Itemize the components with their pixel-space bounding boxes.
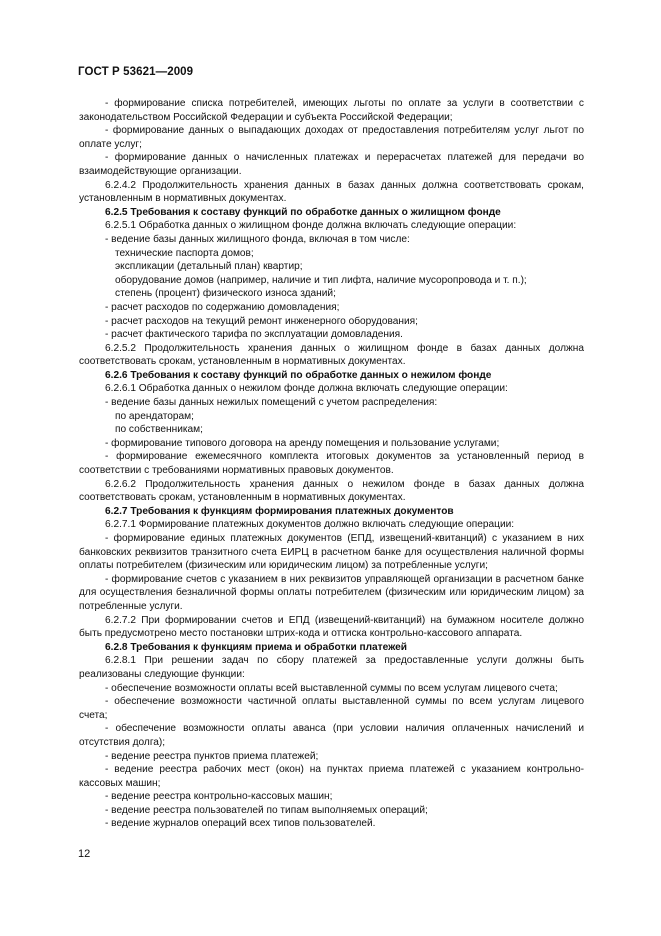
paragraph: - расчет расходов по содержанию домовладения; — [105, 301, 340, 313]
paragraph: - ведение реестра пунктов приема платежей; — [105, 750, 319, 762]
paragraph: 6.2.6.1 Обработка данных о нежилом фонде должна включать следующие операции: — [105, 383, 508, 395]
paragraph: - обеспечение возможности оплаты всей выставленной суммы по всем услугам лицевого счета; — [105, 682, 558, 694]
paragraph: 6.2.5.2 Продолжительность хранения данных о жилищном фонде в базах данных должна соответствовать срокам, установленным в нормативных документах. — [79, 342, 584, 368]
paragraph: 6.2.8.1 При решении задач по сбору платежей за предоставленные услуги должны быть реализованы следующие функции: — [79, 655, 584, 680]
paragraph: - ведение реестра пользователей по типам выполняемых операций; — [105, 804, 428, 816]
page-number: 12 — [78, 848, 91, 860]
paragraph: - формирование данных о начисленных платежах и перерасчетах платежей для передачи во взаимодействующие организации. — [79, 152, 584, 177]
paragraph: 6.2.7.1 Формирование платежных документов должно включать следующие операции: — [105, 519, 515, 531]
paragraph: по собственникам; — [115, 424, 203, 436]
paragraph: - формирование счетов с указанием в них реквизитов управляющей организации в расчетном банке для осуществления безналичной формы оплаты потребителем (физическим или юридическим лицом) за потребленные услуги. — [79, 573, 584, 612]
section-heading: 6.2.6 Требования к составу функций по обработке данных о нежилом фонде — [105, 369, 492, 381]
paragraph: экспликации (детальный план) квартир; — [115, 261, 303, 273]
paragraph: - ведение базы данных жилищного фонда, включая в том числе: — [105, 233, 410, 245]
document-body — [79, 97, 584, 831]
paragraph: - обеспечение возможности оплаты аванса (при условии наличия оплаченных начислений и отсутствия долга); — [79, 723, 584, 748]
section-heading: 6.2.7 Требования к функциям формирования платежных документов — [105, 505, 454, 517]
paragraph: 6.2.7.2 При формировании счетов и ЕПД (извещений-квитанций) на бумажном носителе должно быть предусмотрено место постановки штрих-кода и оттиска контрольно-кассового аппарата. — [79, 614, 584, 640]
document-header: ГОСТ Р 53621—2009 — [78, 66, 194, 78]
paragraph: технические паспорта домов; — [115, 247, 254, 259]
paragraph: - расчет расходов на текущий ремонт инженерного оборудования; — [105, 315, 418, 327]
section-heading: 6.2.5 Требования к составу функций по обработке данных о жилищном фонде — [105, 206, 501, 218]
paragraph: 6.2.4.2 Продолжительность хранения данных в базах данных должна соответствовать срокам, установленным в нормативных документах. — [79, 179, 584, 205]
paragraph: - ведение журналов операций всех типов пользователей. — [105, 818, 376, 830]
paragraph: степень (процент) физического износа зданий; — [115, 288, 336, 300]
paragraph: - обеспечение возможности частичной оплаты выставленной суммы по всем услугам лицевого счета; — [79, 696, 584, 721]
paragraph: - ведение реестра рабочих мест (окон) на пунктах приема платежей с указанием контрольно-кассовых машин; — [79, 764, 584, 789]
paragraph: - формирование типового договора на аренду помещения и пользование услугами; — [105, 437, 500, 449]
paragraph: 6.2.6.2 Продолжительность хранения данных о нежилом фонде в базах данных должна соответствовать срокам, установленным в нормативных документах. — [79, 478, 584, 504]
paragraph: - формирование ежемесячного комплекта итоговых документов за установленный период в соответствии с требованиями нормативных правовых документов. — [79, 451, 584, 477]
paragraph: 6.2.5.1 Обработка данных о жилищном фонде должна включать следующие операции: — [105, 220, 517, 232]
paragraph: - формирование единых платежных документов (ЕПД, извещений-квитанций) с указанием в них банковских реквизитов транзитного счета ЕИРЦ в расчетном банке для осуществления наличной формы оплаты потребителем (физическим или юридическим лицом) за потребленные услуги; — [79, 533, 584, 572]
paragraph: - формирование данных о выпадающих доходах от предоставления потребителям услуг льгот по оплате услуг; — [79, 125, 584, 150]
paragraph: оборудование домов (например, наличие и тип лифта, наличие мусоропровода и т. п.); — [115, 274, 527, 286]
paragraph: - расчет фактического тарифа по эксплуатации домовладения. — [105, 329, 403, 341]
paragraph: по арендаторам; — [115, 410, 194, 422]
paragraph: - формирование списка потребителей, имеющих льготы по оплате за услуги в соответствии с законодательством Российской Федерации и субъекта Российской Федерации; — [79, 98, 584, 123]
paragraph: - ведение реестра контрольно-кассовых машин; — [105, 791, 333, 803]
section-heading: 6.2.8 Требования к функциям приема и обработки платежей — [105, 641, 408, 653]
paragraph: - ведение базы данных нежилых помещений с учетом распределения: — [105, 397, 438, 409]
